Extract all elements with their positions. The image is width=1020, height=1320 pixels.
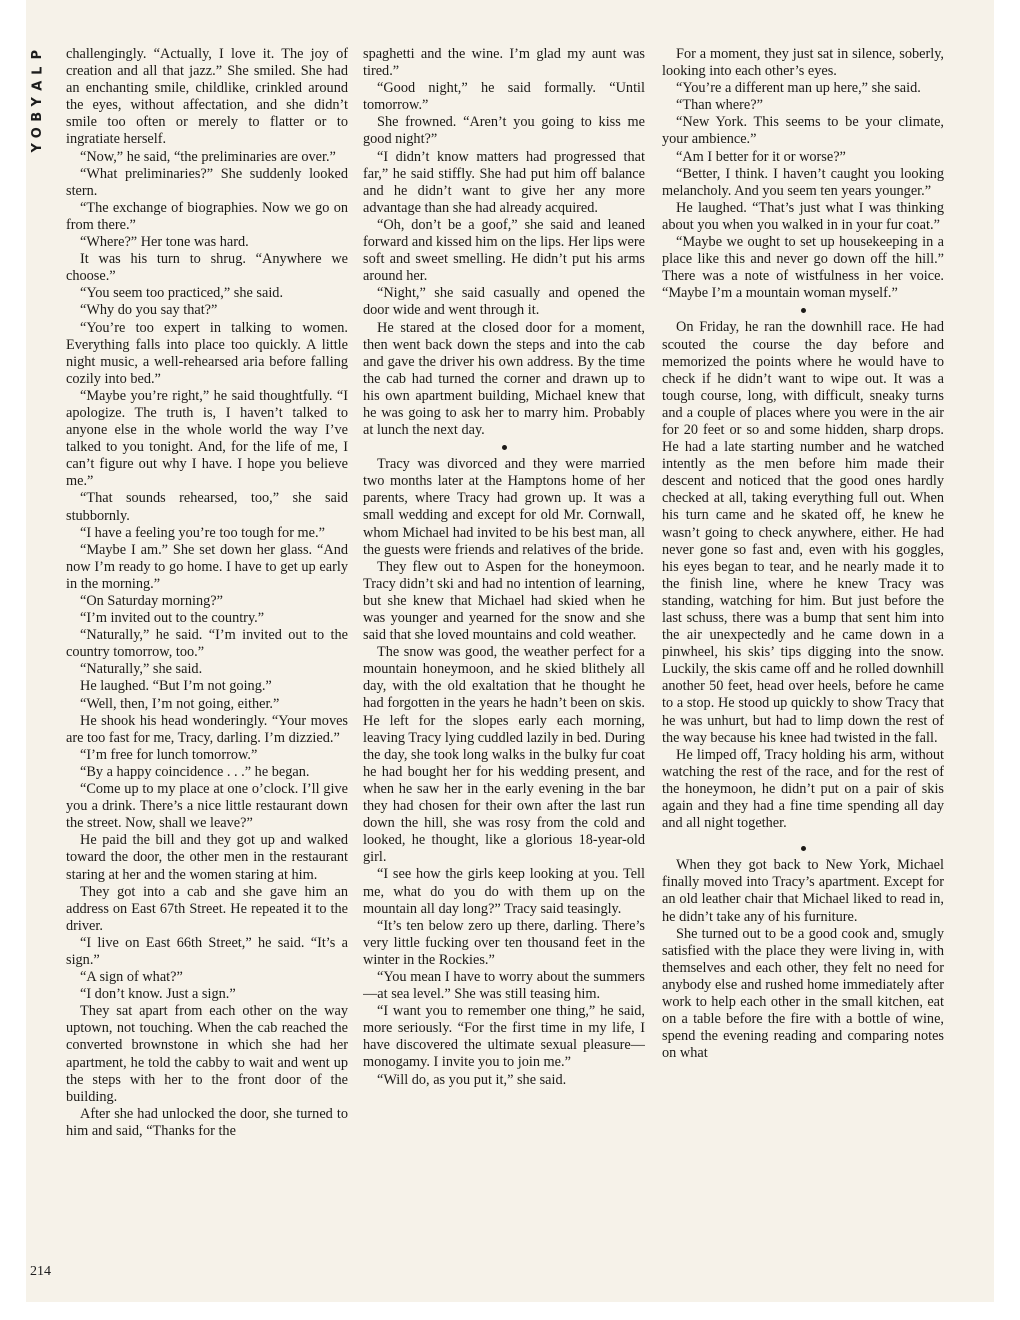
paragraph: They flew out to Aspen for the honeymoon. Tracy didn’t ski and had no intention of learning, but she knew that Michael had skied when he was younger and yearned for the snow and she said that she loved mountains and cold weather. xyxy=(363,558,645,644)
paragraph: “Now,” he said, “the preliminaries are over.” xyxy=(80,148,336,165)
paragraph: On Friday, he ran the downhill race. He had scouted the course the day before and memorized the points where he would have to check if he didn’t want to wipe out. It was a tough course, long, with difficult, sneaky turns and a couple of places where you were in the air for 20 feet or so and some hidden, sharp drops. He had a late starting number and he watched intently as the men before him made their descent and noticed that the good ones hardly checked at all, taking everything full out. When his turn came and he skated off, he knew he wasn’t going to check anywhere, either. He had never gone so fast and, even with his goggles, his eyes began to tear, and he nearly made it to the finish line, where he knew Tracy was standing, watching for him. But just before the last schuss, there was a bump that sent him into the air unexpectedly and he came down in a pinwheel, his skis’ tips digging into the snow. Luckily, the skis came off and he rolled downhill another 50 feet, head over heels, before he came to a stop. He stood up quickly to show Tracy that he was unhurt, but had to limp down the rest of the way because his knee had twisted in the fall. xyxy=(662,319,944,746)
paragraph: He shook his head wonderingly. “Your moves are too fast for me, Tracy, darling. I’m dizzied.” xyxy=(66,712,348,746)
paragraph: “Am I better for it or worse?” xyxy=(676,148,846,165)
paragraph: “Than where?” xyxy=(676,97,763,114)
paragraph: “A sign of what?” xyxy=(80,969,183,986)
text-column-3 xyxy=(662,46,944,1286)
masthead-letter: Y xyxy=(30,143,46,153)
paragraph: “I’m invited out to the country.” xyxy=(80,610,265,627)
paragraph: “Naturally,” he said. “I’m invited out to the country tomorrow, too.” xyxy=(66,627,348,661)
paragraph: “You mean I have to worry about the summers—at sea level.” She was still teasing him. xyxy=(363,968,645,1003)
paragraph: “You’re too expert in talking to women. Everything falls into place too quickly. A little night music, a well-rehearsed aria before falling cozily into bed.” xyxy=(66,319,348,387)
masthead-letter: O xyxy=(30,126,46,138)
text-column-1 xyxy=(66,46,348,1286)
paragraph: “I didn’t know matters had progressed that far,” he said stiffly. She had put him off balance and he didn’t want to give her any more advantage than she had already acquired. xyxy=(363,148,645,216)
paragraph: “It’s ten below zero up there, darling. There’s very little fucking over ten thousand feet in the winter in the Rockies.” xyxy=(363,917,645,968)
paragraph: “Come up to my place at one o’clock. I’ll give you a drink. There’s a nice little restaurant down the street. Now, shall we leave?” xyxy=(66,781,348,832)
paragraph: The snow was good, the weather perfect for a mountain honeymoon, and he skied blithely all day, with the old exaltation that he thought he had forgotten in the years he hadn’t been on skis. He left for the slopes early each morning, leaving Tracy lying cuddled lazily in bed. During the day, she took long walks in the bulky fur coat he had bought her for his wedding present, and when he saw her in the early evening in the bar they had chosen for their own after the last run down the hill, she was rosy from the cold and looked, he thought, like a glorious 18-year-old girl. xyxy=(363,644,645,866)
paragraph: He limped off, Tracy holding his arm, without watching the rest of the race, and for the rest of the honeymoon, he didn’t put on a pair of skis again and they had a fine time spending all day and all night together. xyxy=(662,746,944,832)
paragraph: “I see how the girls keep looking at you. Tell me, what do you do with them up on the mountain all day long?” Tracy said teasingly. xyxy=(363,866,645,917)
paragraph: “Oh, don’t be a goof,” she said and leaned forward and kissed him on the lips. Her lips were soft and sweet smelling. He didn’t put his arms around her. xyxy=(363,216,645,285)
masthead-letter: A xyxy=(30,80,46,91)
paragraph: “You’re a different man up here,” she said. xyxy=(676,80,921,97)
paragraph: “Why do you say that?” xyxy=(80,302,218,319)
paragraph: “I have a feeling you’re too tough for me.” xyxy=(80,524,325,541)
section-break xyxy=(363,439,645,456)
paragraph: “I live on East 66th Street,” he said. “It’s a sign.” xyxy=(66,934,348,968)
paragraph: “On Saturday morning?” xyxy=(80,593,223,609)
paragraph: “New York. This seems to be your climate, your ambience.” xyxy=(662,114,944,148)
paragraph: challengingly. “Actually, I love it. The joy of creation and all that jazz.” She smiled. She had an enchanting smile, childlike, crinkled around the eyes, without affectation, and she didn’t smile too often or merely to flatter or to ingratiate herself. xyxy=(66,46,348,148)
paragraph: “Maybe we ought to set up housekeeping in a place like this and never go down off the hill.” There was a note of wistfulness in her voice. “Maybe I’m a mountain woman myself.” xyxy=(662,234,944,302)
paragraph: For a moment, they just sat in silence, soberly, looking into each other’s eyes. xyxy=(662,46,944,80)
paragraph: She frowned. “Aren’t you going to kiss me good night?” xyxy=(363,114,645,148)
text-column-2 xyxy=(363,46,645,1286)
bullet-dot-icon xyxy=(801,308,806,313)
paragraph: He paid the bill and they got up and walked toward the door, the other men in the restaurant staring at her and the women staring at him. xyxy=(66,832,348,883)
masthead-vertical xyxy=(30,47,48,156)
paragraph: They got into a cab and she gave him an address on East 67th Street. He repeated it to the driver. xyxy=(66,883,348,934)
bullet-dot-icon xyxy=(801,846,806,851)
paragraph: “Well, then, I’m not going, either.” xyxy=(80,695,280,712)
paragraph: “The exchange of biographies. Now we go on from there.” xyxy=(66,199,348,233)
paragraph: “Where?” Her tone was hard. xyxy=(80,234,249,251)
paragraph: When they got back to New York, Michael finally moved into Tracy’s apartment. Except for an old leather chair that Michael liked to read in, he didn’t take any of his furniture. xyxy=(662,857,944,925)
paragraph: He laughed. “But I’m not going.” xyxy=(80,678,272,695)
bullet-dot-icon xyxy=(502,445,507,450)
paragraph: “Good night,” he said formally. “Until tomorrow.” xyxy=(363,80,645,114)
paragraph: She turned out to be a good cook and, smugly satisfied with the place they were living in, with themselves and each other, they felt no need for anybody else and rushed home immediately after work to help each other in the small kitchen, eat on a table before the fire with a bottle of wine, spend the evening reading and comparing notes on what xyxy=(662,925,944,1062)
paragraph: “Night,” she said casually and opened the door wide and went through it. xyxy=(363,285,645,319)
masthead-letter: L xyxy=(30,66,46,75)
section-break xyxy=(662,840,944,857)
masthead-letter: Y xyxy=(30,96,46,106)
section-break xyxy=(662,302,944,319)
paragraph: “That sounds rehearsed, too,” she said stubbornly. xyxy=(66,490,348,524)
paragraph: “I’m free for lunch tomorrow.” xyxy=(80,746,258,763)
paragraph: “By a happy coincidence . . .” he began. xyxy=(80,763,310,780)
paragraph: “Will do, as you put it,” she said. xyxy=(377,1071,567,1088)
masthead-letter: P xyxy=(30,49,46,60)
paragraph: “What preliminaries?” She suddenly looked stern. xyxy=(66,165,348,199)
paragraph: “I don’t know. Just a sign.” xyxy=(80,986,236,1003)
paragraph: “Maybe you’re right,” he said thoughtfully. “I apologize. The truth is, I haven’t talked to anyone else in the whole world the way I’ve talked to you tonight. And, for the life of me, I can’t figure out why I have. I hope you believe me.” xyxy=(66,387,348,490)
masthead-letter: B xyxy=(30,111,46,122)
magazine-page xyxy=(26,0,994,1302)
paragraph: He laughed. “That’s just what I was thinking about you when you walked in in your fur coat.” xyxy=(662,199,944,233)
page-number: 214 xyxy=(30,1264,51,1279)
paragraph: They sat apart from each other on the way uptown, not touching. When the cab reached the converted brownstone in which she had her apartment, he told the cabby to wait and went up the steps with her to the front door of the building. xyxy=(66,1003,348,1105)
paragraph: “Better, I think. I haven’t caught you looking melancholy. And you seem ten years younger.” xyxy=(662,165,944,199)
spacer xyxy=(662,832,944,840)
paragraph: “I want you to remember one thing,” he said, more seriously. “For the first time in my life, I have discovered the ultimate sexual pleasure—monogamy. I invite you to join me.” xyxy=(363,1003,645,1071)
paragraph: “Maybe I am.” She set down her glass. “And now I’m ready to go home. I have to get up early in the morning.” xyxy=(66,541,348,592)
paragraph: “You seem too practiced,” she said. xyxy=(80,285,284,302)
paragraph: He stared at the closed door for a moment, then went back down the steps and into the cab and gave the driver his own address. By the time the cab had turned the corner and drawn up to his own apartment building, Michael knew that he was going to ask her to marry him. Probably at lunch the next day. xyxy=(363,319,645,439)
paragraph: “Naturally,” she said. xyxy=(80,661,203,678)
paragraph: It was his turn to shrug. “Anywhere we choose.” xyxy=(66,251,348,285)
paragraph: spaghetti and the wine. I’m glad my aunt was tired.” xyxy=(363,46,645,80)
paragraph: Tracy was divorced and they were married two months later at the Hamptons home of her parents, where Tracy had grown up. It was a small wedding and except for old Mr. Cornwall, whom Michael had invited to be his best man, all the guests were friends and relatives of the bride. xyxy=(363,456,645,558)
paragraph: After she had unlocked the door, she turned to him and said, “Thanks for the xyxy=(66,1105,348,1139)
